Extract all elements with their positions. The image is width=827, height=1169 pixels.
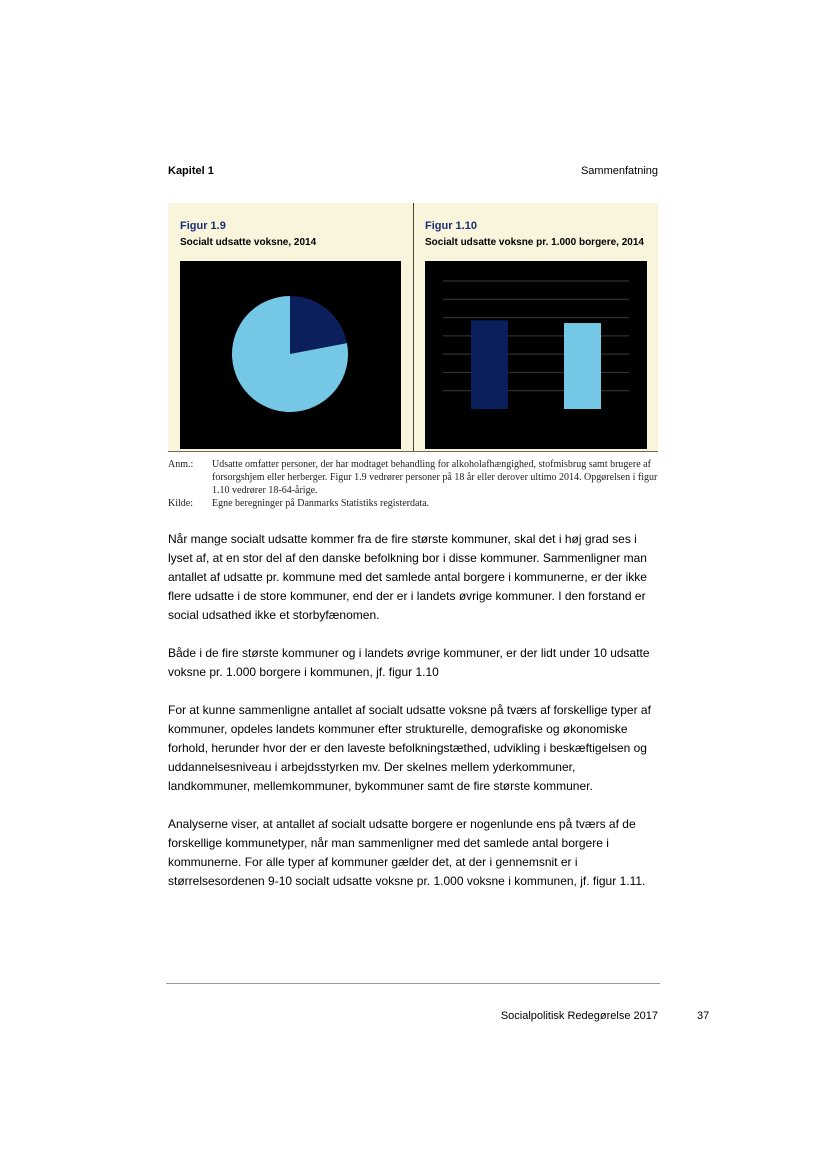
figure-1-9-number: Figur 1.9: [180, 220, 226, 232]
pie-chart-svg: [180, 261, 401, 449]
bar-chart-svg: [425, 261, 647, 449]
paragraph: Analyserne viser, at antallet af socialt udsatte borgere er nogenlunde ens på tværs af de forskellige kommunetyper, når man sammenligner med det samlede antal borgere i kommunerne. For alle typer af kommuner gælder det, at der i gennemsnit er i størrelsesordenen 9-10 socialt udsatte voksne pr. 1.000 voksne i kommunen, jf. figur 1.11.: [168, 817, 646, 888]
paragraph: Når mange socialt udsatte kommer fra de fire største kommuner, skal det i høj grad ses i lyset af, at en stor del af den danske befolkning bor i disse kommuner. Sammenligner man antallet af udsatte pr. kommune med det samlede antal borgere i kommunerne, er der ikke flere udsatte i de store kommuner, end der er i landets øvrige kommuner. I den forstand er social udsathed ikke et storbyfænomen.: [168, 532, 647, 622]
paragraph: For at kunne sammenligne antallet af socialt udsatte voksne på tværs af forskellige typer af kommuner, opdeles landets kommuner efter strukturelle, demografiske og økonomiske forhold, herunder hvor der er den laveste befolkningstæthed, udvikling i beskæftigelsen og uddannelsesniveau i arbejdsstyrken mv. Der skelnes mellem yderkommuner, landkommuner, mellemkommuner, bykommuner samt de fire største kommuner.: [168, 703, 651, 793]
kilde-text: Egne beregninger på Danmarks Statistiks registerdata.: [212, 498, 430, 509]
pie-chart: [180, 261, 401, 449]
anm-text: Udsatte omfatter personer, der har modtaget behandling for alkoholafhængighed, stofmisbrug samt brugere af forsorgshjem eller herberger. Figur 1.9 vedrører personer på 18 år eller derover ultimo 2014. Opgørelsen i figur 1.10 vedrører 18-64-årige.: [212, 459, 658, 496]
kilde-label: Kilde:: [168, 498, 193, 509]
figure-1-10-title: Socialt udsatte voksne pr. 1.000 borgere, 2014: [425, 237, 644, 248]
section-label: Sammenfatning: [580, 165, 658, 177]
bar-chart: [425, 261, 647, 449]
chapter-label: Kapitel 1: [168, 165, 214, 177]
figure-notes: [168, 458, 663, 510]
paragraph: Både i de fire største kommuner og i landets øvrige kommuner, er der lidt under 10 udsatte voksne pr. 1.000 borgere i kommunen, jf. figur 1.10: [168, 646, 650, 679]
figure-panel: [168, 203, 658, 452]
footer-publication: Socialpolitisk Redegørelse 2017: [500, 1010, 658, 1022]
footer-rule: [166, 983, 660, 984]
figure-divider: [413, 203, 414, 451]
body-text: [168, 530, 660, 910]
figure-1-9-title: Socialt udsatte voksne, 2014: [180, 237, 317, 248]
bar-1: [471, 320, 508, 409]
figure-1-10-number: Figur 1.10: [425, 220, 477, 232]
anm-label: Anm.:: [168, 459, 194, 470]
page-number: 37: [697, 1010, 710, 1022]
bar-2: [564, 323, 601, 409]
